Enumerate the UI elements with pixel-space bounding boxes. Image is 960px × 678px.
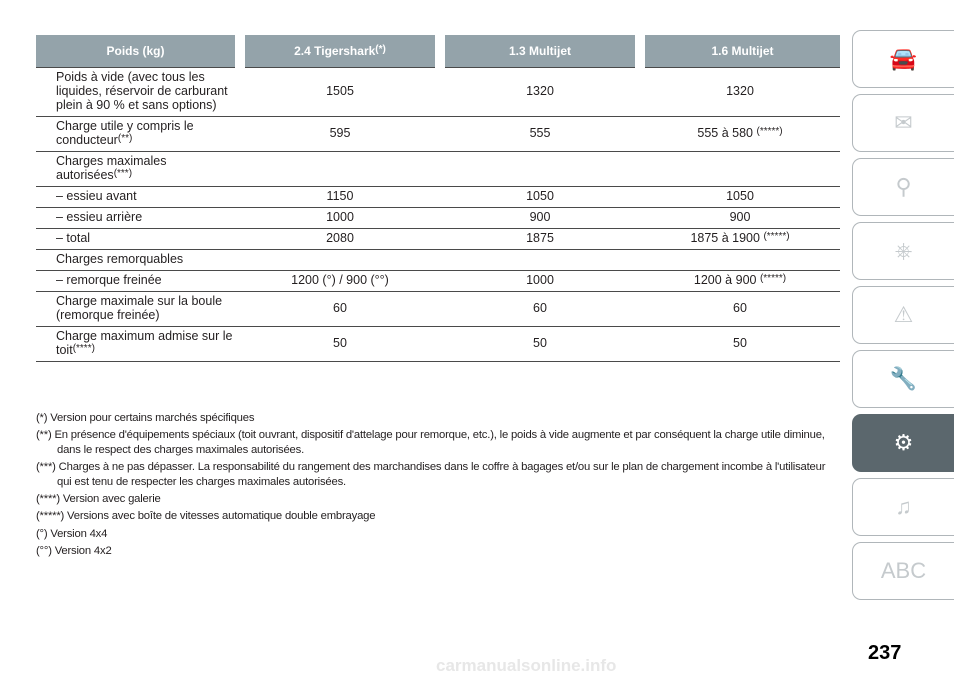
row-label-line: (remorque freinée)	[56, 307, 160, 322]
table-row	[36, 270, 840, 291]
table-body	[36, 67, 840, 361]
footnote-mark: (*****)	[759, 272, 787, 284]
row-label	[36, 207, 240, 228]
light-mail-icon: ✉	[894, 110, 913, 135]
footnote: (***) Charges à ne pas dépasser. La responsabilité du rangement des marchandises dans le coffre à bagages et/ou sur le plan de chargement incombe à l'utilisateur qui est tenu de respecter les charges maximales autorisées.	[36, 461, 826, 488]
chapter-tab[interactable]	[852, 478, 954, 536]
table-cell	[640, 116, 840, 151]
table-cell	[440, 207, 640, 228]
table-cell	[440, 326, 640, 361]
row-label-line: Charges maximales	[56, 153, 167, 168]
car-wrench-icon: 🔧	[889, 366, 918, 391]
cell-value: 1320	[526, 83, 554, 98]
cell-value: 1875	[526, 230, 554, 245]
chapter-tab[interactable]	[852, 542, 954, 600]
row-label	[36, 116, 240, 151]
column-header	[640, 35, 840, 67]
cell-value: 60	[533, 300, 547, 315]
table-cell	[440, 291, 640, 326]
row-label-line: liquides, réservoir de carburant	[56, 83, 228, 98]
table-row	[36, 207, 840, 228]
footnote-mark: (****)	[72, 342, 95, 354]
table-row	[36, 186, 840, 207]
table-cell	[240, 151, 440, 186]
row-label-line: autorisées	[56, 167, 114, 182]
row-label-line: Charges remorquables	[56, 251, 184, 266]
table-cell	[240, 116, 440, 151]
specs-table	[36, 35, 840, 362]
cell-value: 50	[533, 335, 547, 350]
cell-value: 1320	[726, 83, 754, 98]
table-row	[36, 326, 840, 361]
footnotes	[36, 411, 840, 562]
table-row	[36, 291, 840, 326]
car-warning-icon: ⚠	[893, 302, 914, 327]
cell-value: 1875 à 1900	[690, 230, 760, 245]
table-cell	[240, 186, 440, 207]
seat-airbag-icon: ⚲	[895, 174, 912, 199]
cell-value: 60	[733, 300, 747, 315]
footnote-mark: (***)	[113, 167, 133, 179]
footnote: (****) Version avec galerie	[36, 493, 161, 506]
table-cell	[640, 270, 840, 291]
table-header-row	[36, 35, 840, 67]
column-header-label: 1.6 Multijet	[711, 43, 774, 58]
car-info-icon: 🚘	[889, 46, 918, 71]
chapter-tab[interactable]	[852, 94, 954, 152]
footnote-mark: (**)	[117, 132, 133, 144]
table-cell	[240, 270, 440, 291]
table-row	[36, 249, 840, 270]
column-header-label: 1.3 Multijet	[508, 43, 571, 58]
table-cell	[640, 326, 840, 361]
footnote: (°°) Version 4x2	[36, 545, 112, 558]
table-cell	[640, 207, 840, 228]
row-label-line: – total	[56, 230, 91, 245]
cell-value: 60	[333, 300, 347, 315]
row-label-line: conducteur	[56, 132, 118, 147]
cell-value: 2080	[326, 230, 354, 245]
row-label-line: – essieu avant	[56, 188, 137, 203]
row-label-line: toit	[56, 342, 73, 357]
table-cell	[240, 67, 440, 116]
cell-value: 50	[333, 335, 347, 350]
row-label-line: Charge maximale sur la boule	[56, 293, 223, 308]
column-header	[240, 35, 440, 67]
chapter-tab[interactable]	[852, 350, 954, 408]
table-cell	[640, 249, 840, 270]
table-cell	[440, 249, 640, 270]
cell-value: 1000	[526, 272, 554, 287]
table-cell	[440, 67, 640, 116]
tech-specs-icon: ⚙	[893, 430, 914, 455]
cell-value: 50	[733, 335, 747, 350]
table-cell	[440, 186, 640, 207]
row-label	[36, 67, 240, 116]
table-cell	[440, 116, 640, 151]
table-row	[36, 67, 840, 116]
row-label	[36, 249, 240, 270]
chapter-tab[interactable]	[852, 286, 954, 344]
table-cell	[240, 207, 440, 228]
cell-value: 900	[729, 209, 751, 224]
table-row	[36, 228, 840, 249]
row-label-line: Poids à vide (avec tous les	[56, 69, 205, 84]
chapter-tab[interactable]	[852, 158, 954, 216]
table-cell	[640, 186, 840, 207]
cell-value: 1200 (°) / 900 (°°)	[291, 272, 389, 287]
cell-value: 1505	[326, 83, 354, 98]
table-cell	[440, 151, 640, 186]
footnote: (**) En présence d'équipements spéciaux (toit ouvrant, dispositif d'attelage pour remorque, etc.), le poids à vide augmente et par conséquent la charge utile diminue, dans le respect des charges maximales autorisées.	[36, 429, 825, 456]
footnote: (°) Version 4x4	[36, 527, 108, 540]
row-label	[36, 270, 240, 291]
row-label-line: plein à 90 % et sans options)	[56, 97, 217, 112]
table-cell	[240, 249, 440, 270]
table-cell	[240, 326, 440, 361]
watermark-text: carmanualsonline.info	[436, 656, 617, 675]
table-cell	[640, 291, 840, 326]
table-row	[36, 151, 840, 186]
cell-value: 900	[529, 209, 551, 224]
cell-value: 1050	[726, 188, 754, 203]
footnote-mark: (*)	[375, 43, 386, 55]
row-label-line: – remorque freinée	[56, 272, 162, 287]
footnote: (*) Version pour certains marchés spécifiques	[36, 412, 255, 424]
row-label	[36, 228, 240, 249]
cell-value: 555 à 580	[697, 125, 753, 140]
chapter-tab[interactable]	[852, 414, 954, 472]
cell-value: 1200 à 900	[693, 272, 757, 287]
table-cell	[440, 270, 640, 291]
footnote-mark: (*****)	[756, 125, 783, 137]
cell-value: 595	[329, 125, 351, 140]
table-cell	[240, 291, 440, 326]
footnote: (*****) Versions avec boîte de vitesses automatique double embrayage	[36, 510, 376, 523]
column-header	[36, 35, 240, 67]
column-header	[440, 35, 640, 67]
key-steering-icon: ⎈	[894, 238, 913, 263]
cell-value: 555	[529, 125, 551, 140]
row-label	[36, 291, 240, 326]
table-row	[36, 116, 840, 151]
chapter-tab[interactable]	[852, 30, 954, 88]
column-header-label: 2.4 Tigershark	[294, 43, 376, 58]
table-cell	[240, 228, 440, 249]
table-cell	[440, 228, 640, 249]
table-cell	[640, 228, 840, 249]
cell-value: 1150	[326, 188, 354, 203]
page-number: 237	[868, 642, 902, 664]
index-letters-icon: ABC	[880, 558, 927, 583]
footnote-mark: (*****)	[763, 230, 790, 242]
row-label	[36, 151, 240, 186]
table-cell	[640, 151, 840, 186]
row-label	[36, 186, 240, 207]
chapter-tab[interactable]	[852, 222, 954, 280]
row-label-line: Charge maximum admise sur le	[56, 328, 233, 343]
column-header-label: Poids (kg)	[106, 43, 165, 58]
chapter-side-nav	[852, 30, 954, 606]
multimedia-icon: ♫	[895, 494, 912, 519]
row-label-line: Charge utile y compris le	[56, 118, 194, 133]
table-cell	[640, 67, 840, 116]
cell-value: 1050	[526, 188, 554, 203]
row-label	[36, 326, 240, 361]
cell-value: 1000	[326, 209, 354, 224]
row-label-line: – essieu arrière	[56, 209, 143, 224]
